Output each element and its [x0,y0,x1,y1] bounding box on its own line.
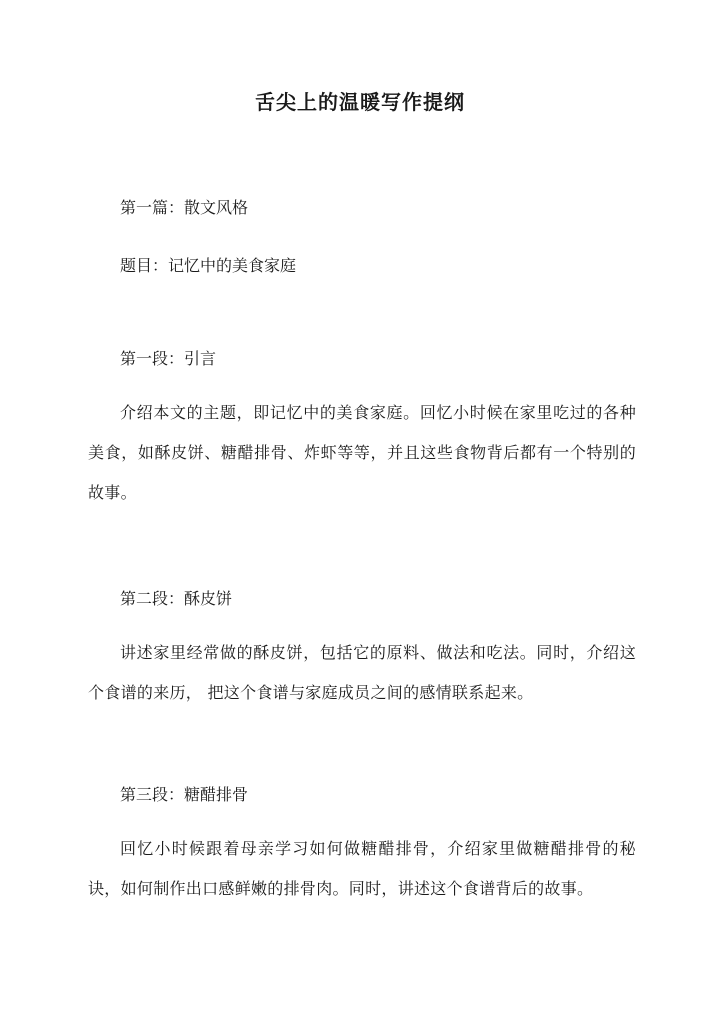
document-title: 舌尖上的温暖写作提纲 [255,90,465,114]
section-heading-pastry: 第二段：酥皮饼 [120,589,233,608]
section-body-pastry: 讲述家里经常做的酥皮饼，包括它的原料、做法和吃法。同时，介绍这个食谱的来历， 把这个食谱与家庭成员之间的感情联系起来。 [88,643,636,702]
section-body-intro: 介绍本文的主题，即记忆中的美食家庭。回忆小时候在家里吃过的各种美食，如酥皮饼、糖醋排骨、炸虾等等，并且这些食物背后都有一个特别的故事。 [88,403,636,502]
topic-line: 题目：记忆中的美食家庭 [120,256,297,275]
section-heading-intro: 第一段：引言 [120,349,217,368]
section-heading-ribs: 第三段：糖醋排骨 [120,785,249,804]
chapter-heading: 第一篇：散文风格 [120,198,249,217]
section-body-ribs: 回忆小时候跟着母亲学习如何做糖醋排骨，介绍家里做糖醋排骨的秘诀，如何制作出口感鲜嫩的排骨肉。同时，讲述这个食谱背后的故事。 [88,839,636,898]
